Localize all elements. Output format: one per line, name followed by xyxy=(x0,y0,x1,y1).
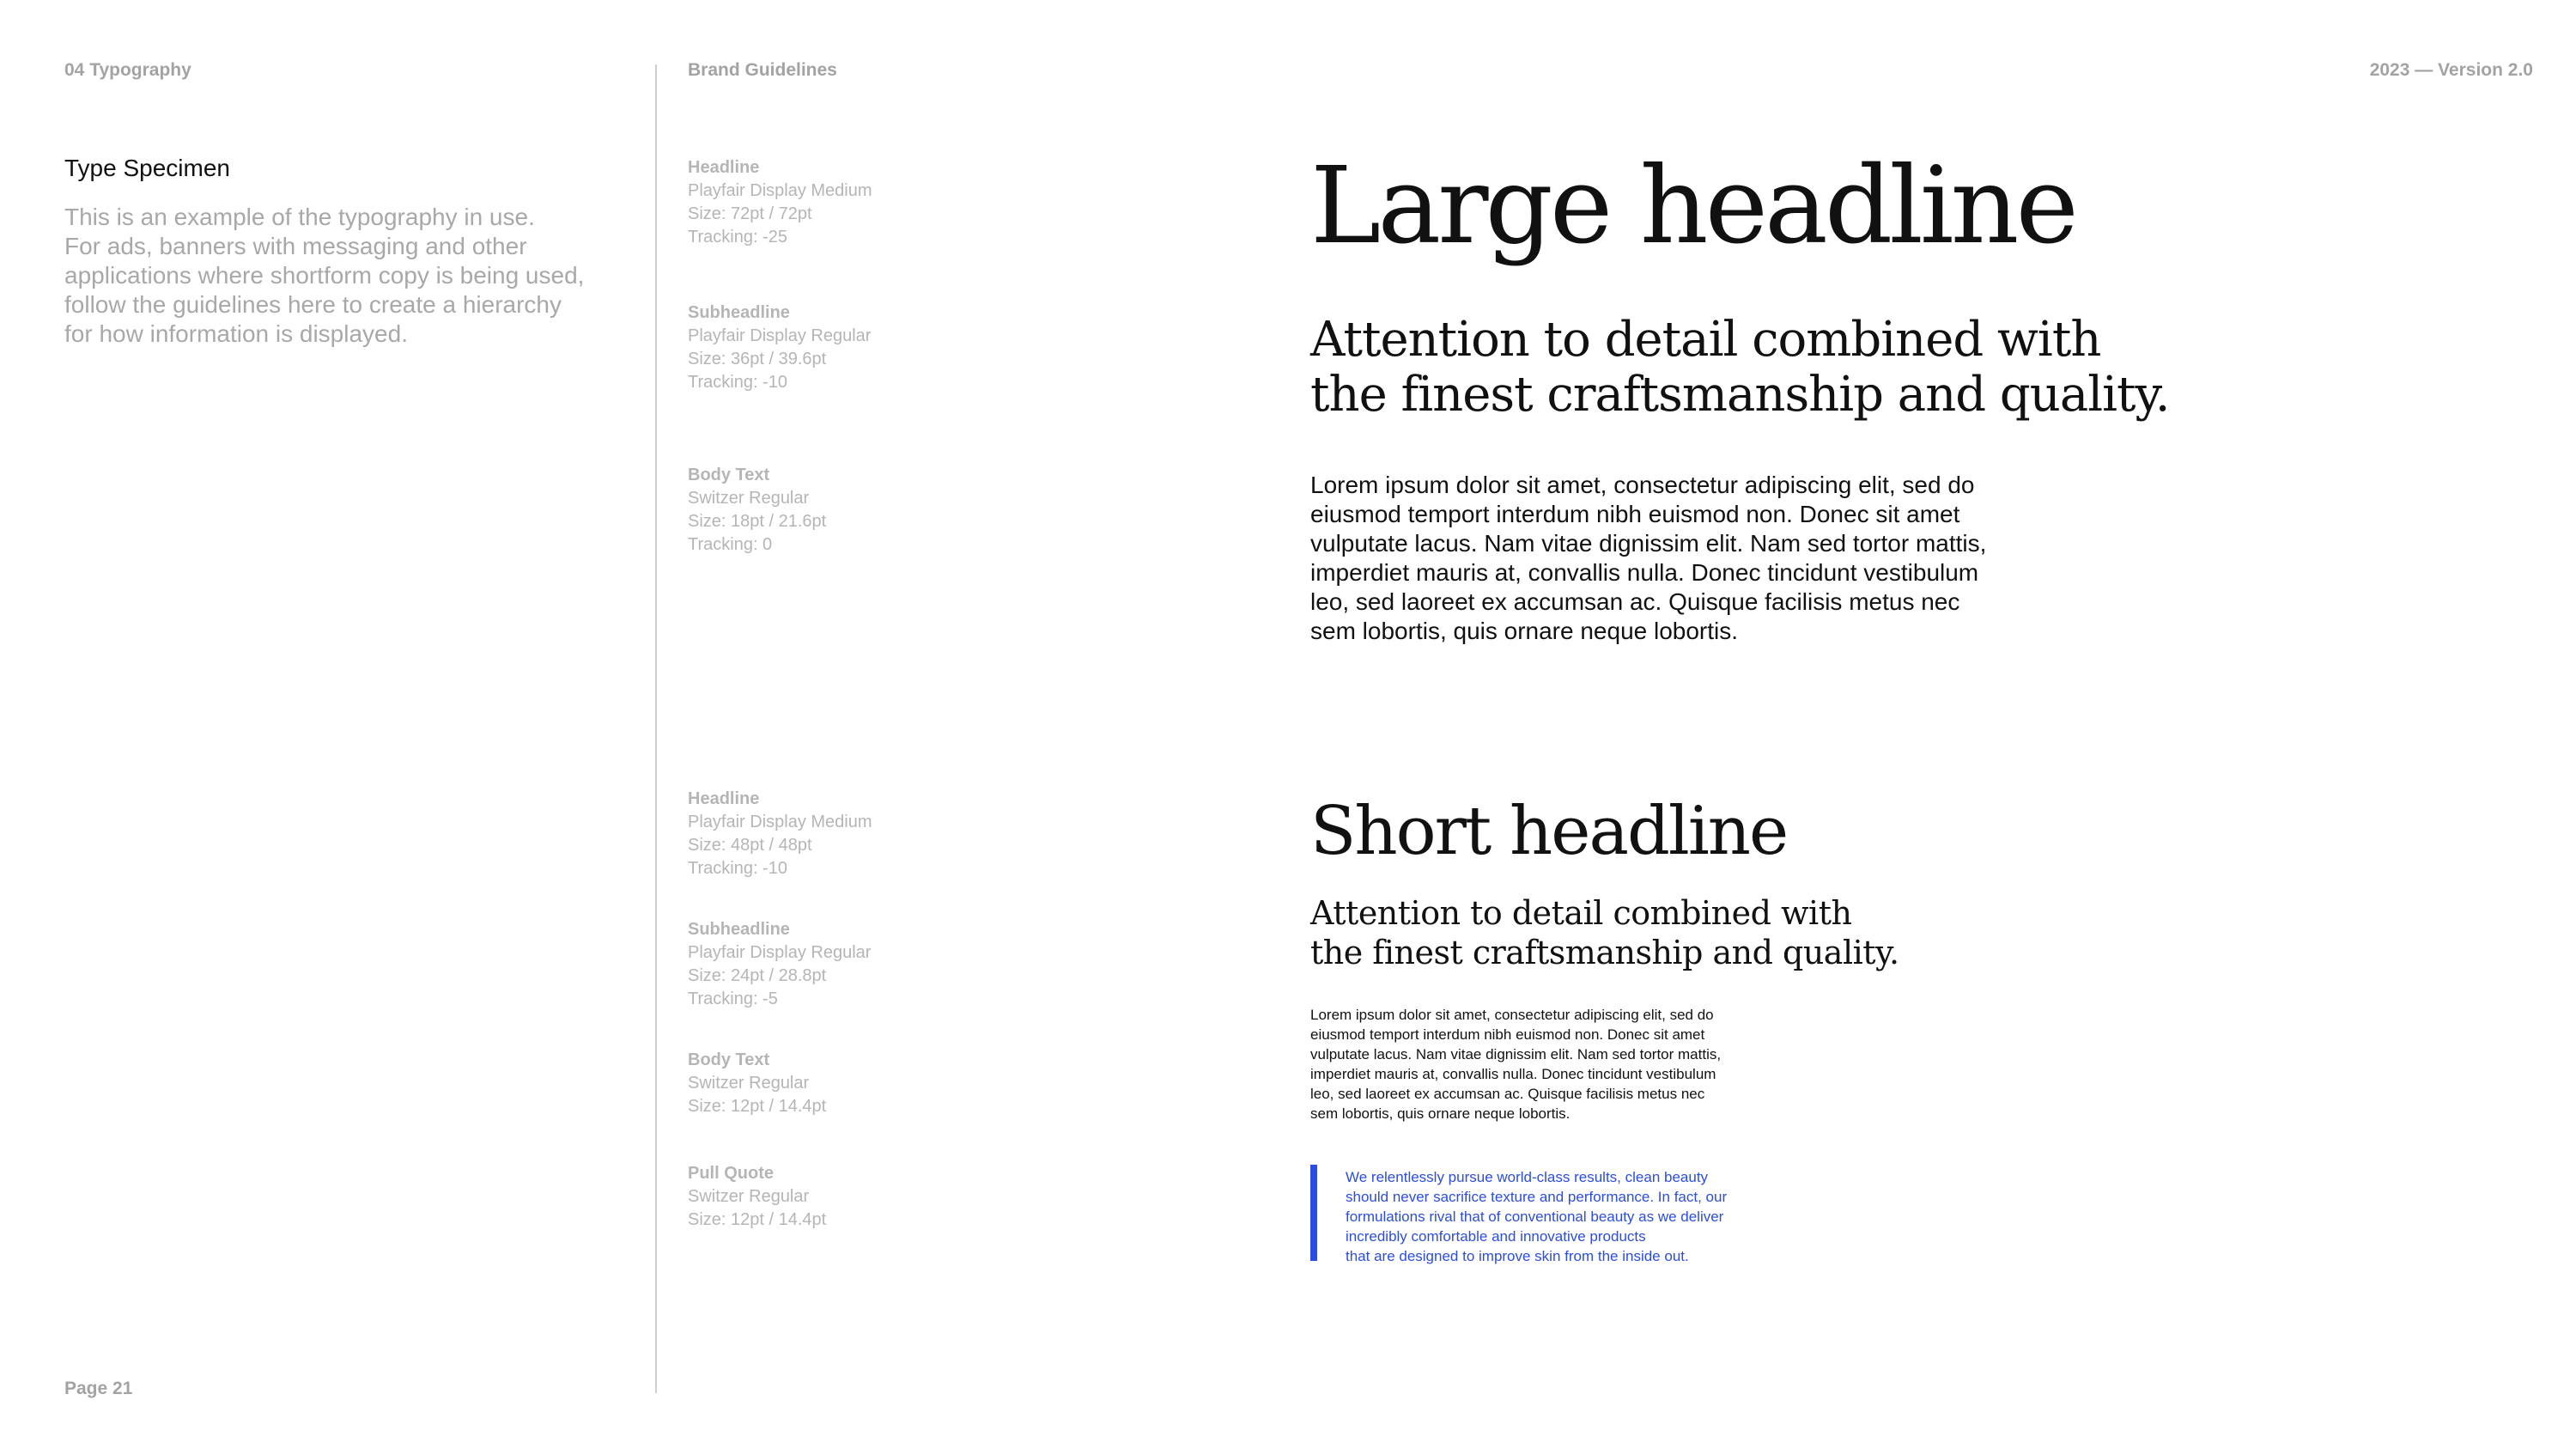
spec-tracking: Tracking: 0 xyxy=(688,535,773,554)
spec-label: Pull Quote xyxy=(688,1164,774,1183)
spec-tracking: Tracking: -10 xyxy=(688,373,787,392)
body-line: Lorem ipsum dolor sit amet, consectetur adipiscing elit, sed do xyxy=(1310,1007,1714,1023)
body-line: leo, sed laoreet ex accumsan ac. Quisque facilisis metus nec xyxy=(1310,1086,1705,1102)
body-line: imperdiet mauris at, convallis nulla. Donec tincidunt vestibulum xyxy=(1310,559,1979,586)
spec-short-headline xyxy=(688,788,872,880)
body-line: eiusmod temport interdum nibh euismod non. Donec sit amet xyxy=(1310,501,1960,527)
intro-line: This is an example of the typography in use. xyxy=(64,204,535,230)
spec-tracking: Tracking: -5 xyxy=(688,989,778,1008)
spec-short-subheadline xyxy=(688,918,871,1011)
section-label: 04 Typography xyxy=(64,60,191,80)
spec-size: Size: 24pt / 28.8pt xyxy=(688,966,827,985)
spec-font: Switzer Regular xyxy=(688,1074,810,1093)
body-line: vulputate lacus. Nam vitae dignissim elit. Nam sed tortor mattis, xyxy=(1310,1046,1722,1062)
quote-line: incredibly comfortable and innovative products xyxy=(1346,1228,1646,1245)
spec-size: Size: 12pt / 14.4pt xyxy=(688,1210,827,1229)
body-line: Lorem ipsum dolor sit amet, consectetur adipiscing elit, sed do xyxy=(1310,472,1975,498)
pull-quote-bar xyxy=(1310,1165,1317,1261)
large-subheadline xyxy=(1310,313,2170,423)
spec-label: Body Text xyxy=(688,1050,770,1069)
type-specimen-title: Type Specimen xyxy=(64,155,230,181)
column-divider xyxy=(655,64,657,1393)
spec-label: Headline xyxy=(688,789,760,808)
large-body-text xyxy=(1310,471,1986,646)
spec-pull-quote xyxy=(688,1162,826,1232)
quote-line: We relentlessly pursue world-class results, clean beauty xyxy=(1346,1169,1709,1185)
quote-line: that are designed to improve skin from the inside out. xyxy=(1346,1248,1689,1264)
spec-label: Subheadline xyxy=(688,920,790,939)
spec-font: Playfair Display Medium xyxy=(688,181,872,200)
pull-quote xyxy=(1346,1167,1727,1266)
intro-line: follow the guidelines here to create a hierarchy xyxy=(64,291,562,318)
body-line: eiusmod temport interdum nibh euismod non. Donec sit amet xyxy=(1310,1026,1705,1043)
document-title: Brand Guidelines xyxy=(688,60,837,80)
large-headline: Large headline xyxy=(1310,144,2075,268)
version-label: 2023 — Version 2.0 xyxy=(2369,60,2533,80)
intro-paragraph xyxy=(64,203,614,349)
spec-size: Size: 36pt / 39.6pt xyxy=(688,350,827,368)
spec-short-body xyxy=(688,1049,826,1118)
spec-font: Playfair Display Regular xyxy=(688,943,872,962)
spec-font: Playfair Display Medium xyxy=(688,813,872,831)
spec-large-body xyxy=(688,464,826,557)
quote-line: should never sacrifice texture and performance. In fact, our xyxy=(1346,1189,1728,1205)
subheadline-line: the finest craftsmanship and quality. xyxy=(1310,934,1899,971)
body-line: vulputate lacus. Nam vitae dignissim elit. Nam sed tortor mattis, xyxy=(1310,530,1987,557)
quote-line: formulations rival that of conventional beauty as we deliver xyxy=(1346,1209,1724,1225)
spec-size: Size: 48pt / 48pt xyxy=(688,836,812,855)
subheadline-line: Attention to detail combined with xyxy=(1310,312,2101,368)
spec-font: Switzer Regular xyxy=(688,489,810,508)
spec-tracking: Tracking: -10 xyxy=(688,859,787,878)
spec-large-subheadline xyxy=(688,301,871,394)
spec-size: Size: 72pt / 72pt xyxy=(688,204,812,223)
subheadline-line: the finest craftsmanship and quality. xyxy=(1310,367,2170,423)
spec-size: Size: 18pt / 21.6pt xyxy=(688,512,827,531)
spec-font: Switzer Regular xyxy=(688,1187,810,1206)
spec-tracking: Tracking: -25 xyxy=(688,228,787,247)
spec-font: Playfair Display Regular xyxy=(688,326,872,345)
body-line: sem lobortis, quis ornare neque lobortis. xyxy=(1310,1105,1571,1122)
spec-label: Body Text xyxy=(688,466,770,484)
intro-line: applications where shortform copy is being used, xyxy=(64,262,585,289)
short-subheadline xyxy=(1310,893,1899,972)
spec-label: Headline xyxy=(688,158,760,177)
subheadline-line: Attention to detail combined with xyxy=(1310,894,1852,932)
short-headline: Short headline xyxy=(1310,793,1788,870)
body-line: sem lobortis, quis ornare neque lobortis. xyxy=(1310,618,1739,644)
spec-size: Size: 12pt / 14.4pt xyxy=(688,1097,827,1116)
spec-large-headline xyxy=(688,156,872,249)
page-number: Page 21 xyxy=(64,1379,133,1398)
spec-label: Subheadline xyxy=(688,303,790,322)
body-line: leo, sed laoreet ex accumsan ac. Quisque facilisis metus nec xyxy=(1310,588,1960,615)
body-line: imperdiet mauris at, convallis nulla. Donec tincidunt vestibulum xyxy=(1310,1066,1716,1082)
short-body-text xyxy=(1310,1005,1721,1123)
intro-line: for how information is displayed. xyxy=(64,320,408,347)
intro-line: For ads, banners with messaging and other xyxy=(64,233,527,259)
